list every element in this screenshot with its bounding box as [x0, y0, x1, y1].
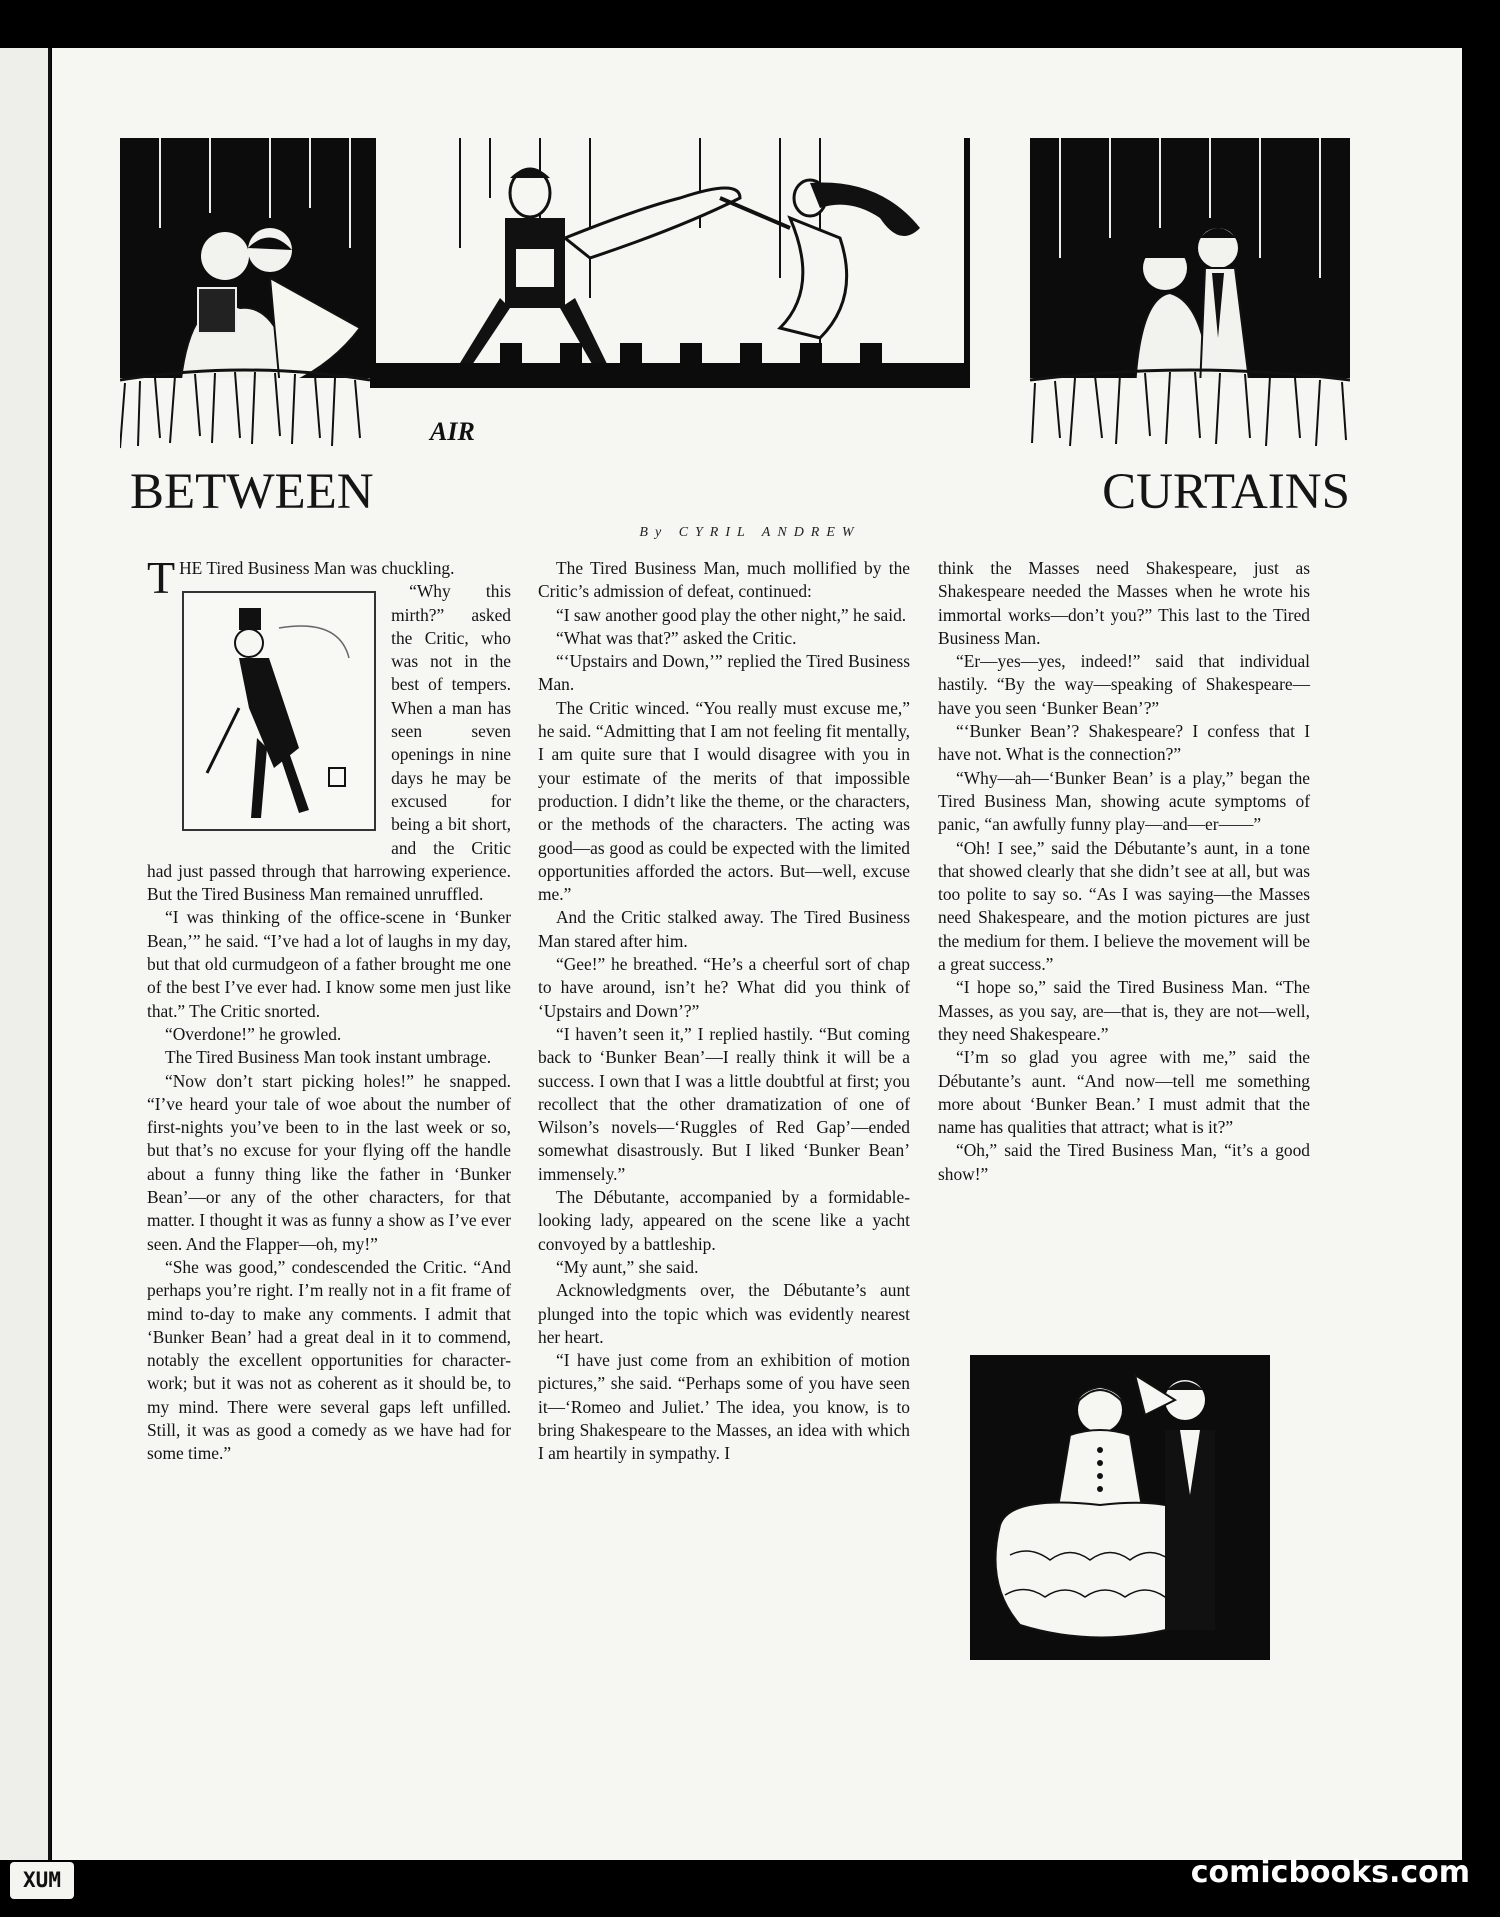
column-paragraph: THE Tired Business Man was chuckling. [147, 552, 455, 603]
column-paragraph: “She was good,” condescended the Critic. “And perhaps you’re right. I’m really not in a fit frame of mind to-day to make any comments. I admit that ‘Bunker Bean’ had a great deal in it to commend, notably the excellent opportunities for character-work; but it was not as coherent as it should be, to my mind. There were several gaps left unfilled. Still, it was as good a comedy as we have had for some time.” [147, 1256, 511, 1464]
text-column-1 [147, 552, 511, 1466]
column-paragraph: “What was that?” asked the Critic. [556, 627, 797, 648]
column-paragraph: “I have just come from an exhibition of motion pictures,” she said. “Perhaps some of you have seen it—‘Romeo and Juliet.’ The idea, you know, is to bring Shakespeare to the Masses, an idea with which I am heartily in sympathy. I [538, 1350, 910, 1464]
column-paragraph: The Tired Business Man took instant umbrage. [165, 1047, 492, 1068]
couple-illustration [970, 1355, 1270, 1660]
right-box-panel [1030, 138, 1350, 453]
header-illustration [120, 138, 1350, 453]
column-paragraph: The Critic winced. “You really must excuse me,” he said. “Admitting that I am not feeling fit mentally, I am quite sure that I would disagree with you in your estimate of the merits of that impossible production. I didn’t like the theme, or the characters, or the methods of the characters. The acting was good—as good as could be expected with the limited opportunities afforded the actors. But—well, excuse me.” [538, 697, 910, 905]
column-paragraph: “I haven’t seen it,” I replied hastily. “But coming back to ‘Bunker Bean’—I really think it will be a success. I own that I was a little doubtful at first; you recollect that the other dramatization of one of Wilson’s novels—‘Ruggles of Red Gap’—ended somewhat disastrously. But I liked ‘Bunker Bean’ immensely.” [538, 1023, 910, 1184]
column-paragraph: “I saw another good play the other night,” he said. [556, 604, 907, 625]
xum-badge: XUM [10, 1862, 74, 1899]
column-paragraph: think the Masses need Shakespeare, just as Shakespeare needed the Masses when he wrote his immortal works—don’t you?” This last to the Tired Business Man. [938, 558, 1310, 648]
left-box-panel [120, 138, 370, 453]
column-paragraph: Acknowledgments over, the Débutante’s aunt plunged into the topic which was evidently nearest her heart. [538, 1280, 910, 1347]
column-paragraph: The Débutante, accompanied by a formidable-looking lady, appeared on the scene like a yacht convoyed by a battleship. [538, 1187, 910, 1254]
column-paragraph: And the Critic stalked away. The Tired Business Man stared after him. [538, 907, 910, 951]
article-title: BETWEEN CURTAINS [130, 464, 1350, 520]
column-paragraph: The Tired Business Man, much mollified by the Critic’s admission of defeat, continued: [538, 558, 910, 602]
column-paragraph: “Overdone!” he growled. [165, 1023, 342, 1044]
column-paragraph: “I was thinking of the office-scene in ‘Bunker Bean,’” he said. “I’ve had a lot of laughs in my day, but that old curmudgeon of a father brought me one of the best I’ve ever had. I know some men just like that.” The Critic snorted. [147, 907, 511, 1021]
center-stage-panel [370, 138, 970, 388]
text-column-2 [538, 557, 910, 1466]
text-column-3 [938, 557, 1310, 1186]
column-paragraph: “My aunt,” she said. [556, 1256, 699, 1277]
column-paragraph: “Now don’t start picking holes!” he snapped. “I’ve heard your tale of woe about the number of first-nights you’ve been to in the last week or so, but that’s no excuse for your flying off the handle about a funny thing like the father in ‘Bunker Bean’—or any of the other characters, for that matter. I thought it was as funny a show as I’ve ever seen. And the Flapper—oh, my!” [147, 1070, 511, 1254]
column-paragraph: “Why this mirth?” asked the Critic, who was not in the best of tempers. When a man has seen seven openings in nine days he may be excused for being a bit short, and the Critic had just passed through that harrowing experience. But the Tired Business Man remained unruffled. [147, 581, 511, 905]
article-byline: By CYRIL ANDREW [639, 525, 861, 540]
column-paragraph: “Gee!” he breathed. “He’s a cheerful sort of chap to have around, isn’t he? What did you think of ‘Upstairs and Down’?” [538, 954, 910, 1021]
column-paragraph: “‘Bunker Bean’? Shakespeare? I confess that I have not. What is the connection?” [938, 721, 1310, 765]
column-paragraph: “Er—yes—yes, indeed!” said that individual hastily. “By the way—speaking of Shakespeare—have you seen ‘Bunker Bean’?” [938, 651, 1310, 718]
site-watermark: comicbooks.com [1190, 1855, 1470, 1890]
artist-monogram: AIR [430, 417, 475, 446]
column-paragraph: “I’m so glad you agree with me,” said the Débutante’s aunt. “And now—tell me something more about ‘Bunker Bean.’ I must admit that the name has qualities that attract; what is it?” [938, 1047, 1310, 1138]
column-paragraph: “Why—ah—‘Bunker Bean’ is a play,” began the Tired Business Man, showing acute symptoms of panic, “an awfully funny play—and—er——” [938, 767, 1310, 835]
column-paragraph: “‘Upstairs and Down,’” replied the Tired Business Man. [538, 651, 910, 695]
column-paragraph: “Oh! I see,” said the Débutante’s aunt, in a tone that showed clearly that she didn’t see at all, but was too polite to say so. “As I was saying—the Masses need Shakespeare, and the motion pictures are just the medium for them. I believe the movement will be a great success.” [938, 837, 1310, 975]
column-paragraph: “I hope so,” said the Tired Business Man. “The Masses, as you say, are—that is, they are not—well, they need Shakespeare.” [938, 977, 1310, 1044]
column-paragraph: “Oh,” said the Tired Business Man, “it’s a good show!” [938, 1140, 1310, 1184]
facing-page-edge [0, 48, 51, 1860]
gentleman-illustration [179, 588, 379, 834]
drop-cap: T [147, 552, 176, 603]
